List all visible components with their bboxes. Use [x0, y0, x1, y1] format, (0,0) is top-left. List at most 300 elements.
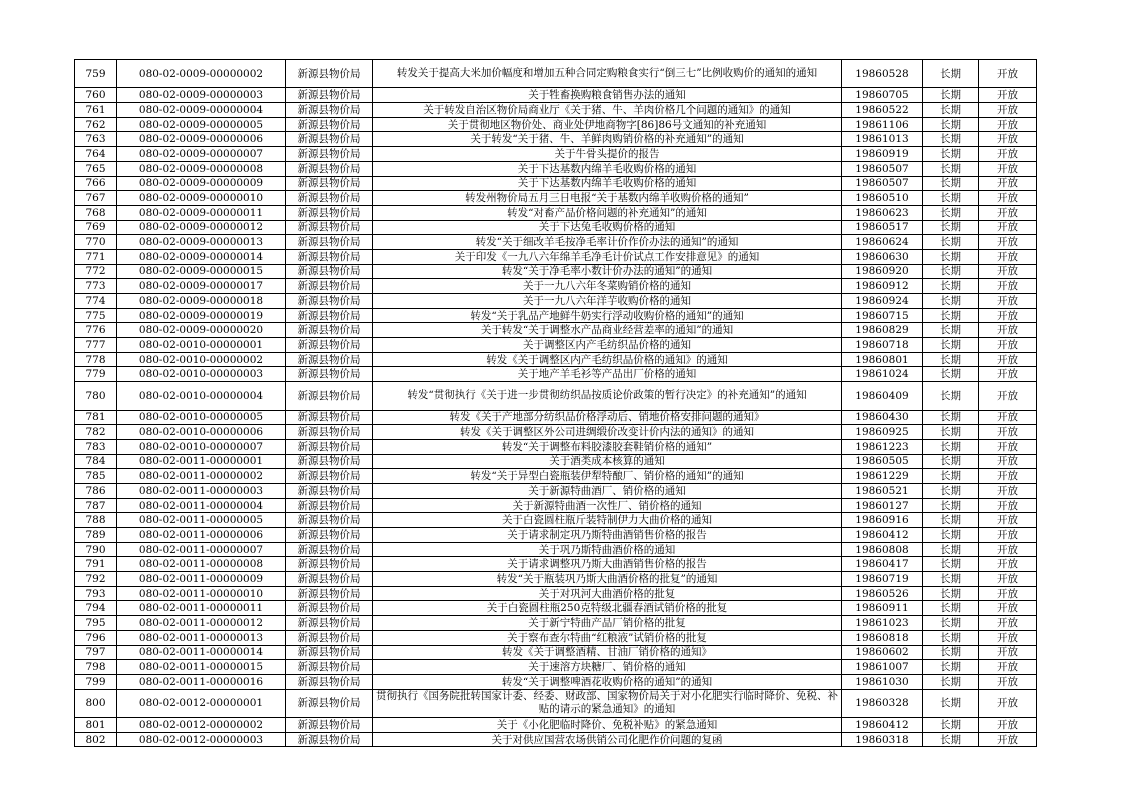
- row-number-cell: 794: [75, 601, 117, 616]
- table-row: [75, 103, 1037, 118]
- document-title-cell: 转发《关于产地部分纺织品价格浮动后、销地价格安排问题的通知》: [373, 410, 842, 425]
- archive-code-cell: 080-02-0011-00000014: [117, 645, 286, 660]
- retention-term-cell: 长期: [923, 469, 979, 484]
- retention-term-cell: 长期: [923, 528, 979, 543]
- access-status-cell: 开放: [979, 60, 1037, 88]
- retention-term-cell: 长期: [923, 439, 979, 454]
- row-number-cell: 793: [75, 586, 117, 601]
- table-row: [75, 117, 1037, 132]
- archive-code-cell: 080-02-0011-00000003: [117, 483, 286, 498]
- row-number-cell: 780: [75, 382, 117, 410]
- issuing-unit-cell: 新源县物价局: [286, 264, 373, 279]
- document-title-cell: 关于下达基数内绵羊毛收购价格的通知: [373, 161, 842, 176]
- row-number-cell: 766: [75, 176, 117, 191]
- retention-term-cell: 长期: [923, 513, 979, 528]
- retention-term-cell: 长期: [923, 279, 979, 294]
- issuing-unit-cell: 新源县物价局: [286, 689, 373, 717]
- document-title-cell: 转发《关于调整酒精、甘油厂销价格的通知》: [373, 645, 842, 660]
- document-title-cell: 关于对供应国营农场供销公司化肥作价问题的复函: [373, 732, 842, 747]
- issuing-unit-cell: 新源县物价局: [286, 645, 373, 660]
- archive-code-cell: 080-02-0011-00000012: [117, 616, 286, 631]
- row-number-cell: 762: [75, 117, 117, 132]
- access-status-cell: 开放: [979, 103, 1037, 118]
- issuing-unit-cell: 新源县物价局: [286, 249, 373, 264]
- archive-code-cell: 080-02-0009-00000019: [117, 308, 286, 323]
- retention-term-cell: 长期: [923, 60, 979, 88]
- document-title-cell: 关于新源特曲酒一次性厂、销价格的通知: [373, 498, 842, 513]
- row-number-cell: 772: [75, 264, 117, 279]
- table-row: [75, 689, 1037, 717]
- archive-code-cell: 080-02-0010-00000003: [117, 367, 286, 382]
- row-number-cell: 760: [75, 88, 117, 103]
- retention-term-cell: 长期: [923, 498, 979, 513]
- document-title-cell: 转发州物价局五月三日电报“关于基数内绵羊收购价格的通知”: [373, 191, 842, 206]
- row-number-cell: 761: [75, 103, 117, 118]
- table-row: [75, 176, 1037, 191]
- row-number-cell: 764: [75, 147, 117, 162]
- access-status-cell: 开放: [979, 323, 1037, 338]
- access-status-cell: 开放: [979, 249, 1037, 264]
- archive-code-cell: 080-02-0012-00000001: [117, 689, 286, 717]
- access-status-cell: 开放: [979, 689, 1037, 717]
- table-row: [75, 147, 1037, 162]
- issuing-unit-cell: 新源县物价局: [286, 191, 373, 206]
- access-status-cell: 开放: [979, 220, 1037, 235]
- row-number-cell: 786: [75, 483, 117, 498]
- document-title-cell: 关于白瓷圆柱瓶斤装特制伊力大曲价格的通知: [373, 513, 842, 528]
- row-number-cell: 802: [75, 732, 117, 747]
- issuing-unit-cell: 新源县物价局: [286, 717, 373, 732]
- document-date-cell: 19860719: [842, 572, 923, 587]
- document-title-cell: 关于转发“关于调整水产品商业经营差率的通知”的通知: [373, 323, 842, 338]
- archive-code-cell: 080-02-0011-00000011: [117, 601, 286, 616]
- retention-term-cell: 长期: [923, 425, 979, 440]
- issuing-unit-cell: 新源县物价局: [286, 498, 373, 513]
- document-date-cell: 19860623: [842, 205, 923, 220]
- archive-code-cell: 080-02-0009-00000017: [117, 279, 286, 294]
- document-date-cell: 19860829: [842, 323, 923, 338]
- access-status-cell: 开放: [979, 528, 1037, 543]
- archive-code-cell: 080-02-0011-00000005: [117, 513, 286, 528]
- issuing-unit-cell: 新源县物价局: [286, 616, 373, 631]
- document-date-cell: 19860912: [842, 279, 923, 294]
- row-number-cell: 795: [75, 616, 117, 631]
- table-row: [75, 572, 1037, 587]
- issuing-unit-cell: 新源县物价局: [286, 674, 373, 689]
- retention-term-cell: 长期: [923, 586, 979, 601]
- archive-code-cell: 080-02-0009-00000002: [117, 60, 286, 88]
- document-date-cell: 19860318: [842, 732, 923, 747]
- table-row: [75, 630, 1037, 645]
- table-row: [75, 586, 1037, 601]
- table-row: [75, 308, 1037, 323]
- issuing-unit-cell: 新源县物价局: [286, 528, 373, 543]
- retention-term-cell: 长期: [923, 249, 979, 264]
- retention-term-cell: 长期: [923, 542, 979, 557]
- document-title-cell: 关于贯彻地区物价处、商业处伊地商物字[86]86号文通知的补充通知: [373, 117, 842, 132]
- retention-term-cell: 长期: [923, 689, 979, 717]
- table-row: [75, 513, 1037, 528]
- table-row: [75, 469, 1037, 484]
- issuing-unit-cell: 新源县物价局: [286, 205, 373, 220]
- table-row: [75, 132, 1037, 147]
- document-date-cell: 19860818: [842, 630, 923, 645]
- archive-code-cell: 080-02-0011-00000008: [117, 557, 286, 572]
- document-title-cell: 关于酒类成本核算的通知: [373, 454, 842, 469]
- row-number-cell: 765: [75, 161, 117, 176]
- row-number-cell: 796: [75, 630, 117, 645]
- document-title-cell: 转发“关于乳品产地鲜牛奶实行浮动收购价格的通知”的通知: [373, 308, 842, 323]
- access-status-cell: 开放: [979, 279, 1037, 294]
- retention-term-cell: 长期: [923, 382, 979, 410]
- document-date-cell: 19860602: [842, 645, 923, 660]
- issuing-unit-cell: 新源县物价局: [286, 410, 373, 425]
- row-number-cell: 777: [75, 338, 117, 353]
- document-title-cell: 关于下达基数内绵羊毛收购价格的通知: [373, 176, 842, 191]
- access-status-cell: 开放: [979, 205, 1037, 220]
- row-number-cell: 798: [75, 660, 117, 675]
- issuing-unit-cell: 新源县物价局: [286, 161, 373, 176]
- table-row: [75, 382, 1037, 410]
- retention-term-cell: 长期: [923, 601, 979, 616]
- retention-term-cell: 长期: [923, 674, 979, 689]
- row-number-cell: 778: [75, 352, 117, 367]
- retention-term-cell: 长期: [923, 352, 979, 367]
- access-status-cell: 开放: [979, 557, 1037, 572]
- row-number-cell: 773: [75, 279, 117, 294]
- access-status-cell: 开放: [979, 439, 1037, 454]
- archive-code-cell: 080-02-0011-00000002: [117, 469, 286, 484]
- row-number-cell: 784: [75, 454, 117, 469]
- archive-code-cell: 080-02-0009-00000005: [117, 117, 286, 132]
- row-number-cell: 779: [75, 367, 117, 382]
- document-date-cell: 19860919: [842, 147, 923, 162]
- retention-term-cell: 长期: [923, 235, 979, 250]
- issuing-unit-cell: 新源县物价局: [286, 323, 373, 338]
- table-row: [75, 60, 1037, 88]
- archive-catalog-body: [75, 60, 1037, 747]
- row-number-cell: 799: [75, 674, 117, 689]
- archive-code-cell: 080-02-0009-00000012: [117, 220, 286, 235]
- access-status-cell: 开放: [979, 132, 1037, 147]
- issuing-unit-cell: 新源县物价局: [286, 220, 373, 235]
- document-title-cell: 贯彻执行《国务院批转国家计委、经委、财政部、国家物价局关于对小化肥实行临时降价、免税、补贴的请示的紧急通知》的通知: [373, 689, 842, 717]
- table-row: [75, 616, 1037, 631]
- document-date-cell: 19860412: [842, 717, 923, 732]
- document-title-cell: 关于一九八六年洋芋收购价格的通知: [373, 294, 842, 309]
- archive-code-cell: 080-02-0010-00000007: [117, 439, 286, 454]
- table-row: [75, 542, 1037, 557]
- archive-code-cell: 080-02-0011-00000007: [117, 542, 286, 557]
- retention-term-cell: 长期: [923, 645, 979, 660]
- table-row: [75, 352, 1037, 367]
- table-row: [75, 205, 1037, 220]
- access-status-cell: 开放: [979, 732, 1037, 747]
- document-title-cell: 关于察布查尔特曲“红粮液”试销价格的批复: [373, 630, 842, 645]
- issuing-unit-cell: 新源县物价局: [286, 660, 373, 675]
- document-title-cell: 关于调整区内产毛纺织品价格的通知: [373, 338, 842, 353]
- archive-code-cell: 080-02-0011-00000015: [117, 660, 286, 675]
- document-title-cell: 关于白瓷圆柱瓶250克特级北疆春酒试销价格的批复: [373, 601, 842, 616]
- document-date-cell: 19860430: [842, 410, 923, 425]
- archive-code-cell: 080-02-0011-00000004: [117, 498, 286, 513]
- access-status-cell: 开放: [979, 630, 1037, 645]
- document-date-cell: 19860510: [842, 191, 923, 206]
- archive-code-cell: 080-02-0010-00000006: [117, 425, 286, 440]
- row-number-cell: 767: [75, 191, 117, 206]
- retention-term-cell: 长期: [923, 220, 979, 235]
- document-title-cell: 关于牛骨头提价的报告: [373, 147, 842, 162]
- access-status-cell: 开放: [979, 425, 1037, 440]
- issuing-unit-cell: 新源县物价局: [286, 542, 373, 557]
- row-number-cell: 782: [75, 425, 117, 440]
- document-title-cell: 转发《关于调整区外公司进绸缎价改变计价内法的通知》的通知: [373, 425, 842, 440]
- row-number-cell: 776: [75, 323, 117, 338]
- access-status-cell: 开放: [979, 454, 1037, 469]
- archive-code-cell: 080-02-0009-00000013: [117, 235, 286, 250]
- table-row: [75, 439, 1037, 454]
- table-row: [75, 338, 1037, 353]
- table-row: [75, 557, 1037, 572]
- archive-catalog-table: [74, 59, 1037, 747]
- issuing-unit-cell: 新源县物价局: [286, 338, 373, 353]
- access-status-cell: 开放: [979, 572, 1037, 587]
- access-status-cell: 开放: [979, 645, 1037, 660]
- retention-term-cell: 长期: [923, 410, 979, 425]
- table-row: [75, 279, 1037, 294]
- document-date-cell: 19860528: [842, 60, 923, 88]
- document-date-cell: 19860911: [842, 601, 923, 616]
- access-status-cell: 开放: [979, 601, 1037, 616]
- archive-code-cell: 080-02-0010-00000002: [117, 352, 286, 367]
- row-number-cell: 787: [75, 498, 117, 513]
- issuing-unit-cell: 新源县物价局: [286, 88, 373, 103]
- access-status-cell: 开放: [979, 410, 1037, 425]
- table-row: [75, 454, 1037, 469]
- row-number-cell: 788: [75, 513, 117, 528]
- access-status-cell: 开放: [979, 308, 1037, 323]
- document-title-cell: 转发“关于调整布料胶漆胶套鞋销价格的通知”: [373, 439, 842, 454]
- row-number-cell: 791: [75, 557, 117, 572]
- archive-code-cell: 080-02-0011-00000013: [117, 630, 286, 645]
- archive-code-cell: 080-02-0010-00000004: [117, 382, 286, 410]
- issuing-unit-cell: 新源县物价局: [286, 557, 373, 572]
- document-date-cell: 19860718: [842, 338, 923, 353]
- table-row: [75, 601, 1037, 616]
- document-title-cell: 关于一九八六年冬菜购销价格的通知: [373, 279, 842, 294]
- document-title-cell: 转发“关于异型白瓷瓶装伊犁特酿厂、销价格的通知”的通知: [373, 469, 842, 484]
- table-row: [75, 367, 1037, 382]
- row-number-cell: 771: [75, 249, 117, 264]
- row-number-cell: 770: [75, 235, 117, 250]
- issuing-unit-cell: 新源县物价局: [286, 630, 373, 645]
- access-status-cell: 开放: [979, 352, 1037, 367]
- document-date-cell: 19860920: [842, 264, 923, 279]
- document-date-cell: 19861229: [842, 469, 923, 484]
- row-number-cell: 783: [75, 439, 117, 454]
- document-title-cell: 关于对巩河大曲酒价格的批复: [373, 586, 842, 601]
- access-status-cell: 开放: [979, 367, 1037, 382]
- row-number-cell: 781: [75, 410, 117, 425]
- table-row: [75, 528, 1037, 543]
- document-date-cell: 19860412: [842, 528, 923, 543]
- document-date-cell: 19860924: [842, 294, 923, 309]
- document-date-cell: 19860517: [842, 220, 923, 235]
- archive-code-cell: 080-02-0009-00000018: [117, 294, 286, 309]
- issuing-unit-cell: 新源县物价局: [286, 308, 373, 323]
- access-status-cell: 开放: [979, 294, 1037, 309]
- retention-term-cell: 长期: [923, 454, 979, 469]
- document-title-cell: 转发“关于净毛率小数计价办法的通知”的通知: [373, 264, 842, 279]
- access-status-cell: 开放: [979, 147, 1037, 162]
- access-status-cell: 开放: [979, 117, 1037, 132]
- row-number-cell: 800: [75, 689, 117, 717]
- retention-term-cell: 长期: [923, 308, 979, 323]
- archive-code-cell: 080-02-0010-00000005: [117, 410, 286, 425]
- table-row: [75, 294, 1037, 309]
- document-date-cell: 19860808: [842, 542, 923, 557]
- table-row: [75, 235, 1037, 250]
- document-title-cell: 转发“关于瓶装巩乃斯大曲酒价格的批复”的通知: [373, 572, 842, 587]
- retention-term-cell: 长期: [923, 323, 979, 338]
- retention-term-cell: 长期: [923, 205, 979, 220]
- access-status-cell: 开放: [979, 264, 1037, 279]
- document-date-cell: 19860630: [842, 249, 923, 264]
- issuing-unit-cell: 新源县物价局: [286, 294, 373, 309]
- retention-term-cell: 长期: [923, 616, 979, 631]
- issuing-unit-cell: 新源县物价局: [286, 176, 373, 191]
- document-date-cell: 19861223: [842, 439, 923, 454]
- issuing-unit-cell: 新源县物价局: [286, 732, 373, 747]
- table-row: [75, 645, 1037, 660]
- archive-code-cell: 080-02-0009-00000011: [117, 205, 286, 220]
- archive-code-cell: 080-02-0009-00000003: [117, 88, 286, 103]
- issuing-unit-cell: 新源县物价局: [286, 235, 373, 250]
- issuing-unit-cell: 新源县物价局: [286, 513, 373, 528]
- document-title-cell: 关于巩乃斯特曲酒价格的通知: [373, 542, 842, 557]
- document-title-cell: 关于速溶方块糖厂、销价格的通知: [373, 660, 842, 675]
- document-title-cell: 关于新源特曲酒厂、销价格的通知: [373, 483, 842, 498]
- document-title-cell: 关于《小化肥临时降价、免税补贴》的紧急通知: [373, 717, 842, 732]
- document-title-cell: 转发“关于细改羊毛按净毛率计价作价办法的通知”的通知: [373, 235, 842, 250]
- document-date-cell: 19860526: [842, 586, 923, 601]
- access-status-cell: 开放: [979, 176, 1037, 191]
- row-number-cell: 801: [75, 717, 117, 732]
- retention-term-cell: 长期: [923, 630, 979, 645]
- document-title-cell: 关于下达兔毛收购价格的通知: [373, 220, 842, 235]
- row-number-cell: 763: [75, 132, 117, 147]
- document-date-cell: 19860507: [842, 161, 923, 176]
- document-title-cell: 关于请求制定巩乃斯特曲酒销售价格的报告: [373, 528, 842, 543]
- access-status-cell: 开放: [979, 161, 1037, 176]
- issuing-unit-cell: 新源县物价局: [286, 117, 373, 132]
- document-date-cell: 19860409: [842, 382, 923, 410]
- row-number-cell: 769: [75, 220, 117, 235]
- document-date-cell: 19861024: [842, 367, 923, 382]
- table-row: [75, 161, 1037, 176]
- table-row: [75, 323, 1037, 338]
- access-status-cell: 开放: [979, 717, 1037, 732]
- retention-term-cell: 长期: [923, 176, 979, 191]
- issuing-unit-cell: 新源县物价局: [286, 132, 373, 147]
- row-number-cell: 785: [75, 469, 117, 484]
- access-status-cell: 开放: [979, 469, 1037, 484]
- document-date-cell: 19860801: [842, 352, 923, 367]
- document-title-cell: 关于新宁特曲产品厂销价格的批复: [373, 616, 842, 631]
- table-row: [75, 674, 1037, 689]
- issuing-unit-cell: 新源县物价局: [286, 425, 373, 440]
- access-status-cell: 开放: [979, 674, 1037, 689]
- issuing-unit-cell: 新源县物价局: [286, 439, 373, 454]
- document-date-cell: 19860916: [842, 513, 923, 528]
- retention-term-cell: 长期: [923, 294, 979, 309]
- document-title-cell: 关于牲畜换购粮食销售办法的通知: [373, 88, 842, 103]
- access-status-cell: 开放: [979, 660, 1037, 675]
- retention-term-cell: 长期: [923, 161, 979, 176]
- document-title-cell: 关于地产羊毛衫等产品出厂价格的通知: [373, 367, 842, 382]
- row-number-cell: 759: [75, 60, 117, 88]
- retention-term-cell: 长期: [923, 88, 979, 103]
- document-date-cell: 19860127: [842, 498, 923, 513]
- retention-term-cell: 长期: [923, 103, 979, 118]
- issuing-unit-cell: 新源县物价局: [286, 367, 373, 382]
- archive-code-cell: 080-02-0011-00000010: [117, 586, 286, 601]
- access-status-cell: 开放: [979, 542, 1037, 557]
- archive-code-cell: 080-02-0012-00000002: [117, 717, 286, 732]
- row-number-cell: 797: [75, 645, 117, 660]
- archive-code-cell: 080-02-0012-00000003: [117, 732, 286, 747]
- retention-term-cell: 长期: [923, 191, 979, 206]
- access-status-cell: 开放: [979, 513, 1037, 528]
- issuing-unit-cell: 新源县物价局: [286, 572, 373, 587]
- issuing-unit-cell: 新源县物价局: [286, 60, 373, 88]
- retention-term-cell: 长期: [923, 483, 979, 498]
- document-title-cell: 关于印发《一九八六年绵羊毛净毛计价试点工作安排意见》的通知: [373, 249, 842, 264]
- issuing-unit-cell: 新源县物价局: [286, 147, 373, 162]
- table-row: [75, 717, 1037, 732]
- table-row: [75, 732, 1037, 747]
- access-status-cell: 开放: [979, 483, 1037, 498]
- document-date-cell: 19860521: [842, 483, 923, 498]
- row-number-cell: 789: [75, 528, 117, 543]
- retention-term-cell: 长期: [923, 367, 979, 382]
- archive-code-cell: 080-02-0009-00000008: [117, 161, 286, 176]
- archive-code-cell: 080-02-0011-00000006: [117, 528, 286, 543]
- issuing-unit-cell: 新源县物价局: [286, 601, 373, 616]
- issuing-unit-cell: 新源县物价局: [286, 382, 373, 410]
- table-row: [75, 483, 1037, 498]
- document-date-cell: 19860522: [842, 103, 923, 118]
- archive-code-cell: 080-02-0009-00000004: [117, 103, 286, 118]
- table-row: [75, 249, 1037, 264]
- document-date-cell: 19860507: [842, 176, 923, 191]
- issuing-unit-cell: 新源县物价局: [286, 586, 373, 601]
- retention-term-cell: 长期: [923, 717, 979, 732]
- document-date-cell: 19860715: [842, 308, 923, 323]
- issuing-unit-cell: 新源县物价局: [286, 103, 373, 118]
- document-title-cell: 转发“关于调整啤酒花收购价格的通知”的通知: [373, 674, 842, 689]
- access-status-cell: 开放: [979, 498, 1037, 513]
- document-date-cell: 19861023: [842, 616, 923, 631]
- retention-term-cell: 长期: [923, 660, 979, 675]
- document-title-cell: 转发《关于调整区内产毛纺织品价格的通知》的通知: [373, 352, 842, 367]
- table-row: [75, 410, 1037, 425]
- table-row: [75, 191, 1037, 206]
- archive-code-cell: 080-02-0010-00000001: [117, 338, 286, 353]
- table-row: [75, 498, 1037, 513]
- retention-term-cell: 长期: [923, 147, 979, 162]
- row-number-cell: 774: [75, 294, 117, 309]
